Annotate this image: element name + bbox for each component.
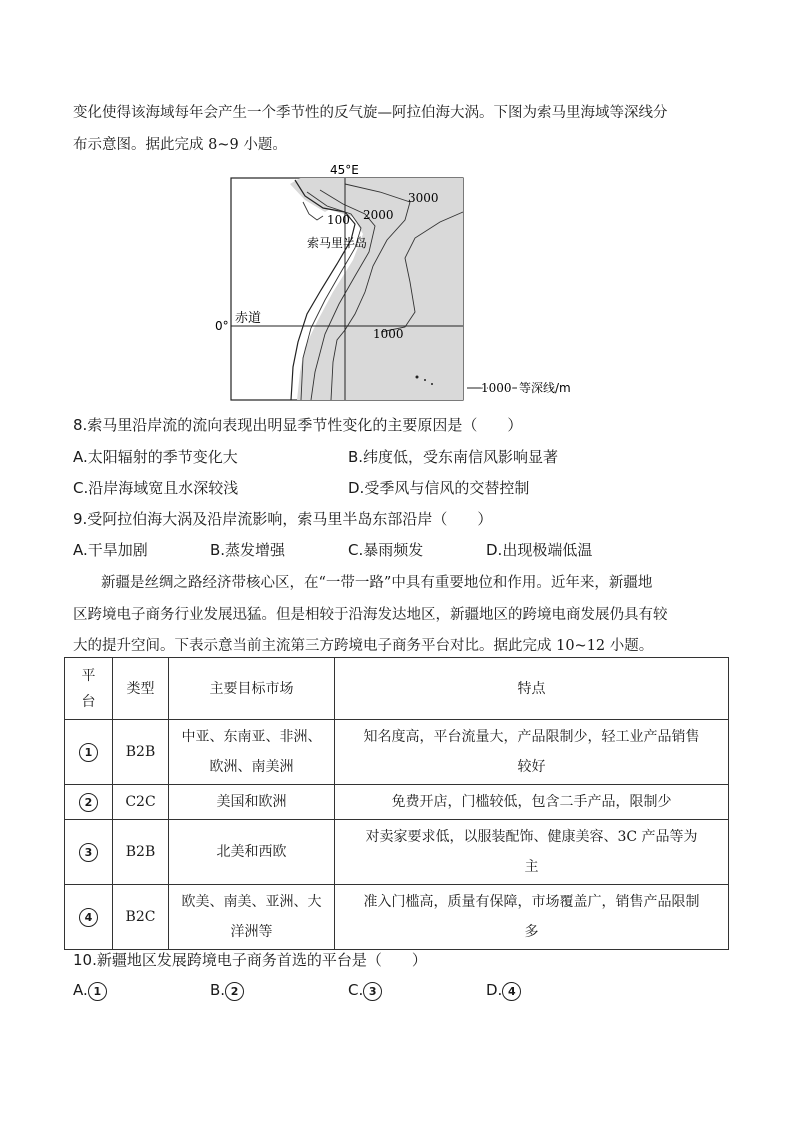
lon-label: 45°E — [330, 163, 359, 177]
q9-option-a[interactable]: A.干旱加剧 — [73, 541, 148, 559]
row-market: 中亚、东南亚、非洲、 欧洲、南美洲 — [169, 720, 335, 785]
q8-option-d[interactable]: D.受季风与信风的交替控制 — [348, 479, 530, 497]
header-feature: 特点 — [335, 658, 729, 720]
header-market: 主要目标市场 — [169, 658, 335, 720]
table-row — [65, 785, 729, 820]
contour-label-3000: 3000 — [408, 191, 439, 205]
intro-line-2: 布示意图。据此完成 8~9 小题。 — [73, 137, 287, 153]
q10-option-b[interactable]: B. 2 — [210, 981, 244, 1001]
option-number-badge: 4 — [502, 982, 521, 1001]
row-feature: 免费开店，门槛较低，包含二手产品，限制少 — [335, 785, 729, 820]
contour-label-100: 100 — [327, 213, 350, 227]
row-type: C2C — [113, 785, 169, 820]
legend-contour-value: 1000 — [481, 381, 512, 395]
q9-option-b[interactable]: B.蒸发增强 — [210, 541, 286, 559]
row-number-badge: 4 — [79, 908, 98, 927]
peninsula-label: 索马里半岛 — [307, 236, 368, 250]
row-number-badge: 2 — [79, 793, 98, 812]
q8-option-b[interactable]: B.纬度低，受东南信风影响显著 — [348, 448, 559, 466]
option-number-badge: 2 — [225, 982, 244, 1001]
q8-option-c[interactable]: C.沿岸海域宽且水深较浅 — [73, 479, 239, 497]
q8-option-a[interactable]: A.太阳辐射的季节变化大 — [73, 448, 238, 466]
q8-stem: 8.索马里沿岸流的流向表现出明显季节性变化的主要原因是（ ） — [73, 416, 523, 434]
row-market: 欧美、南美、亚洲、大 洋洲等 — [169, 885, 335, 950]
q9-option-d[interactable]: D.出现极端低温 — [486, 541, 593, 559]
header-platform: 平 台 — [65, 658, 113, 720]
intro-line-1: 变化使得该海域每年会产生一个季节性的反气旋—阿拉伯海大涡。下图为索马里海域等深线分 — [73, 105, 668, 121]
contour-label-2000: 2000 — [363, 208, 394, 222]
q10-option-a[interactable]: A. 1 — [73, 981, 107, 1001]
q10-option-d[interactable]: D. 4 — [486, 981, 521, 1001]
row-market: 北美和西欧 — [169, 820, 335, 885]
passage-line-3: 大的提升空间。下表示意当前主流第三方跨境电子商务平台对比。据此完成 10~12 小题。 — [73, 638, 654, 654]
row-number-badge: 1 — [79, 743, 98, 762]
legend-contour-text: 等深线/m — [519, 381, 571, 395]
table-row — [65, 820, 729, 885]
q10-option-c[interactable]: C. 3 — [348, 981, 382, 1001]
row-market: 美国和欧洲 — [169, 785, 335, 820]
option-number-badge: 1 — [88, 982, 107, 1001]
header-type: 类型 — [113, 658, 169, 720]
table-header-row — [65, 658, 729, 720]
row-feature: 准入门槛高，质量有保障，市场覆盖广，销售产品限制 多 — [335, 885, 729, 950]
platform-comparison-table — [64, 657, 729, 950]
q9-option-c[interactable]: C.暴雨频发 — [348, 541, 424, 559]
row-type: B2B — [113, 820, 169, 885]
q9-stem: 9.受阿拉伯海大涡及沿岸流影响，索马里半岛东部沿岸（ ） — [73, 510, 493, 528]
contour-label-1000: 1000 — [373, 327, 404, 341]
row-type: B2B — [113, 720, 169, 785]
row-feature: 知名度高，平台流量大，产品限制少，轻工业产品销售 较好 — [335, 720, 729, 785]
row-feature: 对卖家要求低，以服装配饰、健康美容、3C 产品等为 主 — [335, 820, 729, 885]
row-number-badge: 3 — [79, 843, 98, 862]
passage-line-1: 新疆是丝绸之路经济带核心区，在“一带一路”中具有重要地位和作用。近年来，新疆地 — [101, 575, 653, 591]
option-number-badge: 3 — [363, 982, 382, 1001]
table-row — [65, 885, 729, 950]
table-row — [65, 720, 729, 785]
row-type: B2C — [113, 885, 169, 950]
somalia-bathymetry-map — [205, 162, 585, 402]
q10-stem: 10.新疆地区发展跨境电子商务首选的平台是（ ） — [73, 951, 427, 969]
equator-label: 赤道 — [235, 311, 262, 326]
lat-label: 0° — [215, 319, 229, 333]
passage-line-2: 区跨境电子商务行业发展迅猛。但是相较于沿海发达地区，新疆地区的跨境电商发展仍具有较 — [73, 607, 668, 623]
